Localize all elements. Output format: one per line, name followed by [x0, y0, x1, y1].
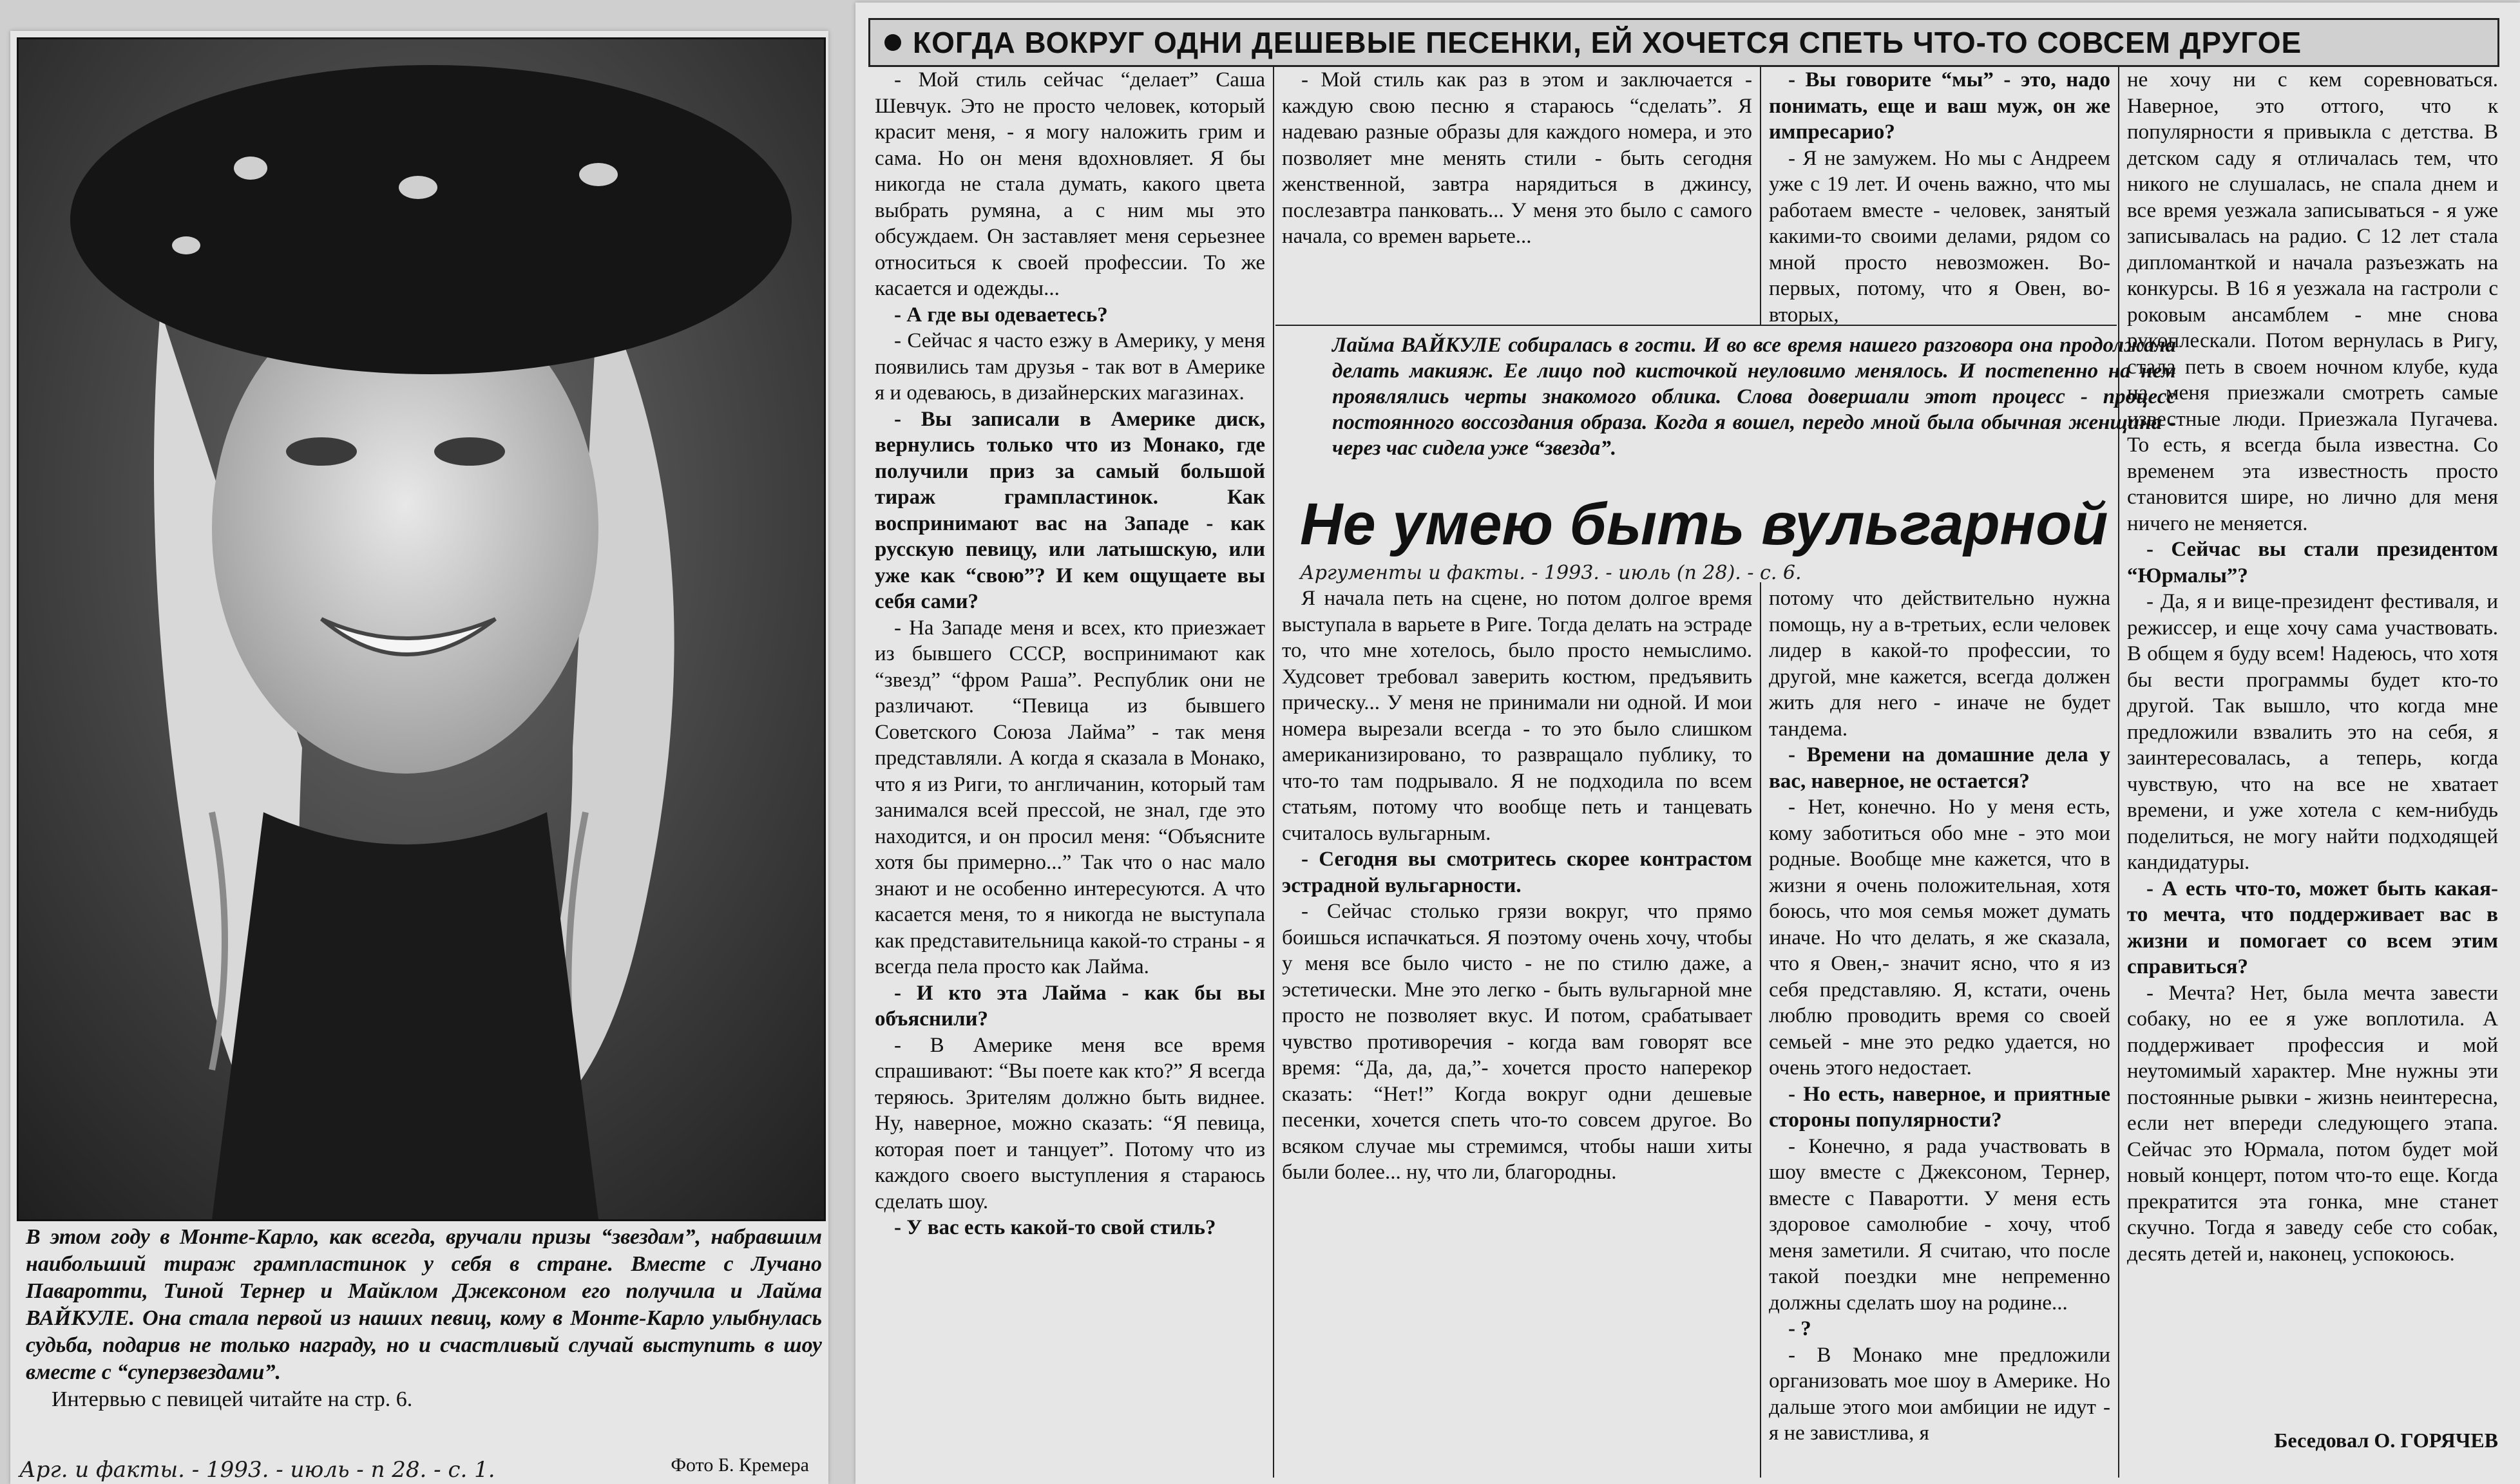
front-page-clipping	[10, 31, 828, 1484]
bullet-icon	[884, 34, 901, 51]
interview-note: Интервью с певицей читайте на стр. 6.	[52, 1387, 413, 1411]
paragraph: - Конечно, я рада участвовать в шоу вместе с Джексоном, Тернер, вместе с Паваротти. У меня есть здоровое самолюбие - хочу, чтоб меня заметили. Я считаю, что после такой поездки мне непременно должны сделать шоу на родине...	[1769, 1134, 2110, 1315]
column-divider	[1273, 67, 1274, 1478]
article-column-3-bottom	[1769, 585, 2110, 1447]
question: - Но есть, наверное, и приятные стороны популярности?	[1769, 1082, 2110, 1132]
column-divider	[2118, 67, 2119, 1478]
article-column-4	[2127, 67, 2498, 1267]
paragraph: - В Монако мне предложили организовать мое шоу в Америке. Но дальше этого мои амбиции не идут - я не завистлива, я	[1769, 1343, 2110, 1445]
article-column-1	[875, 67, 1265, 1241]
paragraph: - Да, я и вице-президент фестиваля, и режиссер, и еще хочу сама участвовать. В общем я буду всем! Надеюсь, что хотя бы вести программы будет кто-то другой. Так вышло, что когда мне предложили взвалить это на себя, я заинтересовалась, а теперь, когда чувствую, что на все не хватает времени, и уже хотела с кем-нибудь поделиться, не могу найти подходящей кандидатуры.	[2127, 590, 2498, 874]
paragraph: - В Америке меня все время спрашивают: “Вы поете как кто?” Я всегда теряюсь. Зрителям должно быть виднее. Ну, наверное, можно сказать: “Я певица, которая поет и танцует”. Потому что из каждого своего выступления я стараюсь сделать шоу.	[875, 1033, 1265, 1213]
paragraph: - Мечта? Нет, была мечта завести собаку, но ее я уже воплотила. А поддерживает профессия и мой неутомимый характер. Мне нужны эти постоянные рывки - жизнь неинтересна, если нет впереди следующего этапа. Сейчас это Юрмала, потом будет мой новый концерт, потом что-то еще. Когда прекратится эта гонка, мне станет скучно. Тогда я заведу себе сто собак, десять детей и, наконец, успокоюсь.	[2127, 981, 2498, 1266]
column-divider	[1760, 582, 1761, 1478]
paragraph: - На Западе меня и всех, кто приезжает из бывшего СССР, воспринимают как “звезд” “фром Раша”. Республик они не различают. “Певица из бывшего Советского Союза Лайма” - так меня представляли. А когда я сказала в Монако, что я из Риги, то англичанин, который там занимался всей прессой, не знал, где это находится, и он просил меня: “Объясните хотя бы примерно...” Так что о нас мало знают и не особенно интересуются. А что касается меня, то я никогда не выступала как представительница какой-то страны - я всегда пела просто как Лайма.	[875, 616, 1265, 978]
paragraph: - Мой стиль сейчас “делает” Саша Шевчук. Это не просто человек, который красит меня, - я могу наложить грим и сама. Но он меня вдохновляет. Я бы никогда не стала думать, какого цвета выбрать румяна, а с ним мы это обсуждаем. Он заставляет меня серьезнее относиться к своей профессии. То же касается и одежды...	[875, 68, 1265, 300]
handwritten-source-note: Аргументы и факты. - 1993. - июль (n 28). - с. 6.	[1300, 562, 1802, 584]
question: - Времени на домашние дела у вас, наверное, не остается?	[1769, 743, 2110, 793]
photo-caption	[26, 1224, 822, 1413]
portrait-photo	[17, 37, 826, 1221]
article-lead: Лайма ВАЙКУЛЕ собиралась в гости. И во все время нашего разговора она продолжала делать макияж. Ее лицо под кисточкой неуловимо менялось. И постепенно на нем проявлялись черты знакомого облика. Слова довершали этот процесс - процесс постоянного воссоздания образа. Когда я вошел, передо мной была обычная женщина - через час сидела уже “звезда”.	[1332, 334, 2176, 460]
photo-credit: Фото Б. Кремера	[671, 1454, 809, 1476]
question: - Вы говорите “мы” - это, надо понимать, еще и ваш муж, он же импресарио?	[1769, 68, 2110, 144]
paragraph: - Я не замужем. Но мы с Андреем уже с 19 лет. И очень важно, что мы работаем вместе - человек, занятый какими-то своими делами, рядом со мной просто невозможен. Во-первых, потому, что я Овен, во-вторых,	[1769, 146, 2110, 327]
question: - И кто эта Лайма - как бы вы объяснили?	[875, 981, 1265, 1031]
paragraph: - Нет, конечно. Но у меня есть, кому заботиться обо мне - это мои родные. Вообще мне кажется, что в жизни я очень положительная, хотя боюсь, что моя семья может думать иначе. Но что делать, я же сказала, что я Овен,- значит ясно, что я из себя представляю. Я, кстати, очень люблю проводить время со своей семьей - мне это редко удается, но очень этого недостает.	[1769, 795, 2110, 1080]
paragraph: - Сейчас я часто езжу в Америку, у меня появились там друзья - так вот в Америке я и одеваюсь, в дизайнерских магазинах.	[875, 329, 1265, 404]
column-divider	[1760, 67, 1761, 325]
handwritten-source-note: Арг. и факты. - 1993. - июль - n 28. - с. 1.	[19, 1457, 495, 1483]
question: - Вы записали в Америке диск, вернулись только что из Монако, где получили приз за самый большой тираж грампластинок. Как воспринимают вас на Западе - как русскую певицу, или латышскую, или уже как “свою”? И кем ощущаете вы себя сами?	[875, 407, 1265, 613]
question: - ?	[1788, 1317, 1811, 1340]
paragraph: - Сейчас столько грязи вокруг, что прямо боишься испачкаться. Я поэтому очень хочу, чтобы у меня все было чисто - не по стилю даже, а эстетически. Мне это легко - быть вульгарной мне просто не позволяет вкус. И потом, срабатывает чувство противоречия - когда вам говорят все время: “Да, да, да,”- хочется просто наперекор сказать: “Нет!” Когда вокруг одни дешевые песенки, хочется спеть что-то совсем другое. Во всяком случае мы стремимся, чтобы наши хиты были более... ну, что ли, благородны.	[1282, 900, 1752, 1184]
article-column-3-top	[1769, 67, 2110, 328]
section-banner	[868, 18, 2499, 67]
paragraph: потому что действительно нужна помощь, ну а в-третьих, если человек лидер в какой-то профессии, то другой, мне кажется, всегда должен жить для него - иначе не будет тандема.	[1769, 587, 2110, 741]
article-column-2-bottom	[1282, 585, 1752, 1186]
question: - А есть что-то, может быть какая-то мечта, что поддерживает вас в жизни и помогает со всем этим справиться?	[2127, 877, 2498, 978]
banner-text: КОГДА ВОКРУГ ОДНИ ДЕШЕВЫЕ ПЕСЕНКИ, ЕЙ ХОЧЕТСЯ СПЕТЬ ЧТО-ТО СОВСЕМ ДРУГОЕ	[913, 26, 2302, 59]
article-headline: Не умею быть вульгарной	[1300, 491, 2108, 557]
question: - А где вы одеваетесь?	[894, 303, 1108, 327]
paragraph: не хочу ни с кем соревноваться. Наверное, это оттого, что к популярности я привыкла с детства. В детском саду я отличалась тем, что никого не слушалась, не спала днем и все время уезжала записываться - я уже записывалась на радио. С 12 лет стала дипломанткой и начала разъезжать на конкурсы. В 16 я уезжала на гастроли с роковым ансамблем - мне снова рукоплескали. Потом вернулась в Ригу, стала петь в своем ночном клубе, куда на меня приезжали смотреть самые известные люди. Приезжала Пугачева. То есть, я всегда была известна. Со временем эта известность просто становится шире, но лично для меня ничего не меняется.	[2127, 68, 2498, 535]
question: - Сегодня вы смотритесь скорее контрастом эстрадной вульгарности.	[1282, 848, 1752, 897]
article-column-2-top	[1282, 67, 1752, 250]
interview-page-clipping	[855, 3, 2520, 1484]
author-signoff: Беседовал О. ГОРЯЧЕВ	[2274, 1429, 2498, 1452]
caption-text: В этом году в Монте-Карло, как всегда, вручали призы “звездам”, набравшим наибольший тираж грампластинок у себя в стране. Вместе с Лучано Паваротти, Тиной Тернер и Майклом Джексоном его получила и Лайма ВАЙКУЛЕ. Она стала первой из наших певиц, кому в Монте-Карло улыбнулась судьба, подарив не только награду, но и счастливый случай выступить в шоу вместе с “суперзвездами”.	[26, 1225, 822, 1384]
question: - У вас есть какой-то свой стиль?	[894, 1216, 1216, 1239]
paragraph: - Мой стиль как раз в этом и заключается - каждую свою песню я стараюсь “сделать”. Я надеваю разные образы для каждого номера, и это позволяет мне менять стили - быть сегодня женственной, завтра нарядиться в джинсу, послезавтра панковать... У меня это было с самого начала, со времен варьете...	[1282, 68, 1752, 248]
portrait-image	[19, 39, 824, 1219]
paragraph: Я начала петь на сцене, но потом долгое время выступала в варьете в Риге. Тогда делать на эстраде то, что мне хотелось, было просто немыслимо. Худсовет требовал заверить костюм, предъявить прическу... У меня не принимали ни одной. И мои номера вырезали всегда - то это было слишком американизировано, то развращало публику, то что-то там подрывало. Я не подходила по всем статьям, потому что вообще петь и танцевать считалось вульгарным.	[1282, 587, 1752, 845]
question: - Сейчас вы стали президентом “Юрмалы”?	[2127, 538, 2498, 587]
